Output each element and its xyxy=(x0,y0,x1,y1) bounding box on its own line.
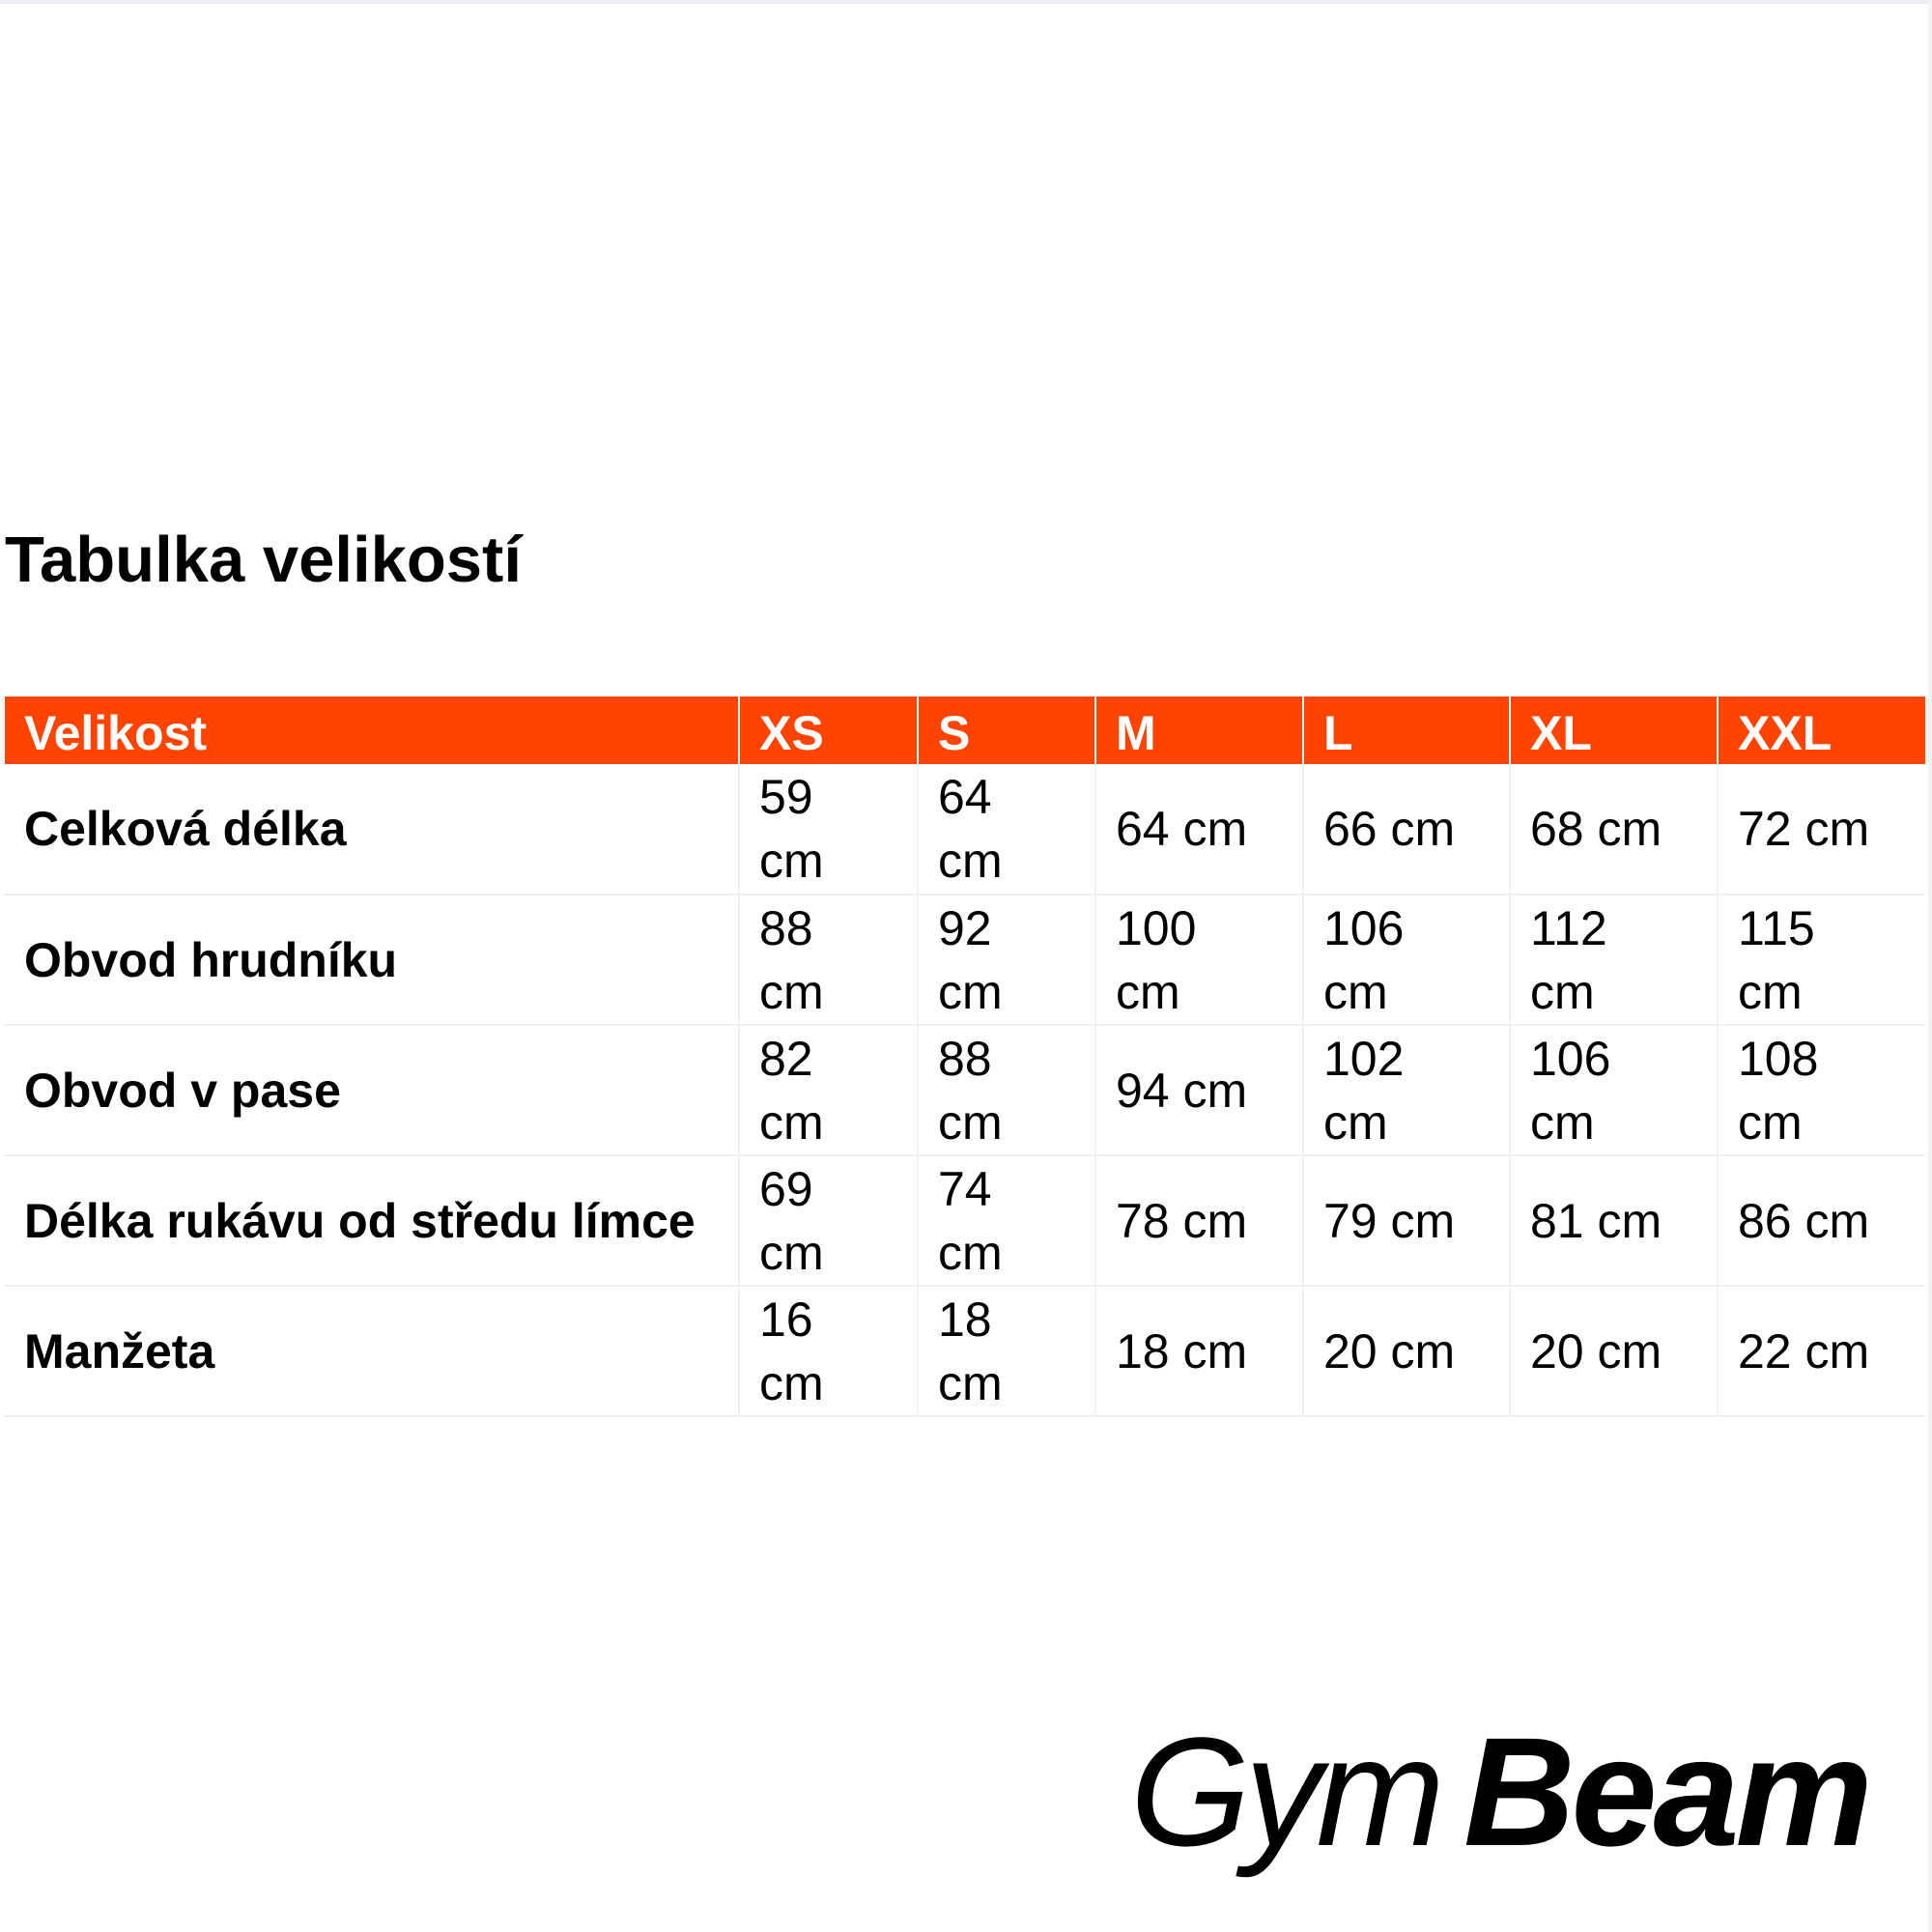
table-cell: 102 cm xyxy=(1303,1025,1510,1155)
table-cell: 92 cm xyxy=(918,895,1095,1025)
table-row xyxy=(5,1155,1925,1286)
table-cell: 18 cm xyxy=(918,1286,1095,1416)
table-cell: 72 cm xyxy=(1718,764,1925,895)
row-label: Manžeta xyxy=(5,1286,739,1416)
table-header-row xyxy=(5,696,1925,764)
table-cell: 22 cm xyxy=(1718,1286,1925,1416)
table-cell: 82 cm xyxy=(739,1025,918,1155)
table-cell: 86 cm xyxy=(1718,1155,1925,1286)
table-cell: 115 cm xyxy=(1718,895,1925,1025)
table-cell: 74 cm xyxy=(918,1155,1095,1286)
table-cell: 79 cm xyxy=(1303,1155,1510,1286)
table-cell: 16 cm xyxy=(739,1286,918,1416)
table-cell: 108 cm xyxy=(1718,1025,1925,1155)
header-size-label: Velikost xyxy=(24,706,207,760)
header-l: L xyxy=(1303,696,1510,764)
table-cell: 88 cm xyxy=(918,1025,1095,1155)
table-cell: 106 cm xyxy=(1303,895,1510,1025)
header-xs: XS xyxy=(739,696,918,764)
table-cell: 20 cm xyxy=(1510,1286,1718,1416)
page-title: Tabulka velikostí xyxy=(5,524,522,596)
table-cell: 68 cm xyxy=(1510,764,1718,895)
table-cell: 78 cm xyxy=(1095,1155,1303,1286)
table-cell: 100 cm xyxy=(1095,895,1303,1025)
table-cell: 59 cm xyxy=(739,764,918,895)
header-xxl: XXL xyxy=(1718,696,1925,764)
size-table xyxy=(5,696,1925,1417)
row-label: Obvod v pase xyxy=(5,1025,739,1155)
header-xl: XL xyxy=(1510,696,1718,764)
table-cell: 20 cm xyxy=(1303,1286,1510,1416)
table-cell: 18 cm xyxy=(1095,1286,1303,1416)
table-cell: 112 cm xyxy=(1510,895,1718,1025)
table-cell: 64 cm xyxy=(918,764,1095,895)
row-label: Celková délka xyxy=(5,764,739,895)
header-s: S xyxy=(918,696,1095,764)
top-border xyxy=(0,0,1932,4)
row-label: Obvod hrudníku xyxy=(5,895,739,1025)
logo-text-beam: Beam xyxy=(1463,1715,1869,1878)
table-cell: 88 cm xyxy=(739,895,918,1025)
table-cell: 66 cm xyxy=(1303,764,1510,895)
table-cell: 106 cm xyxy=(1510,1025,1718,1155)
table-cell: 69 cm xyxy=(739,1155,918,1286)
header-m: M xyxy=(1095,696,1303,764)
table-cell: 81 cm xyxy=(1510,1155,1718,1286)
table-row xyxy=(5,764,1925,895)
table-row xyxy=(5,895,1925,1025)
right-border xyxy=(1928,0,1932,1932)
table-cell: 94 cm xyxy=(1095,1025,1303,1155)
logo-text-gym: Gym xyxy=(1130,1715,1439,1878)
table-cell: 64 cm xyxy=(1095,764,1303,895)
table-row xyxy=(5,1286,1925,1416)
row-label: Délka rukávu od středu límce xyxy=(5,1155,739,1286)
gymbeam-logo xyxy=(1130,1715,1884,1889)
table-row xyxy=(5,1025,1925,1155)
